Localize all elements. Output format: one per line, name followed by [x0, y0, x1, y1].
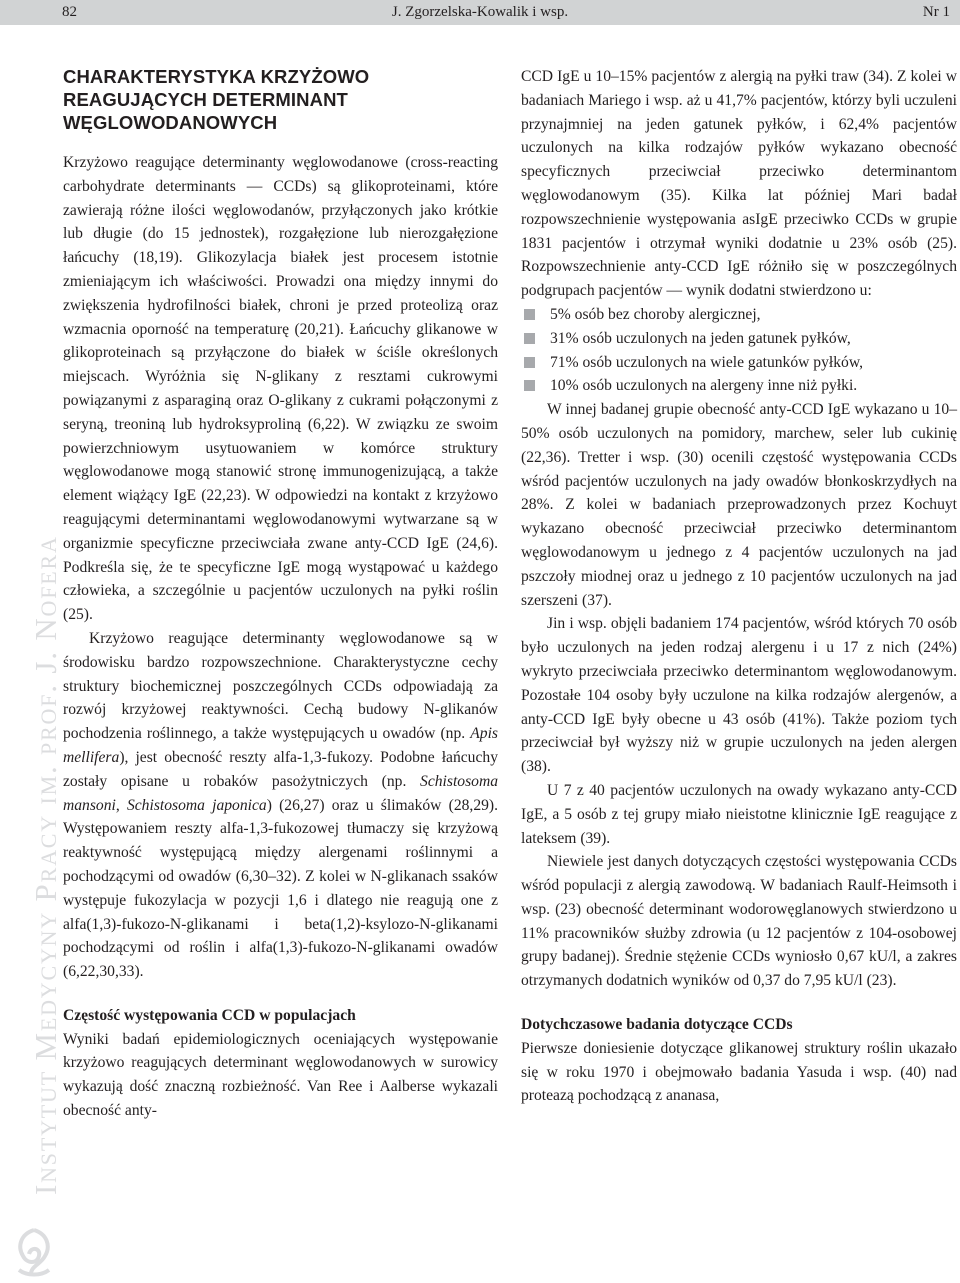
paragraph: Krzyżowo reagujące determinanty węglowodanowe są w środowisku bardzo rozpowszechnione. Charakterystyczne cechy struktury biochemicznej poszczególnych CCDs odpowiadają za rozwój krzyżowej reaktywności. Cechą budowy N-glikanów pochodzenia roślinnego, a także występujących u owadów (np. Apis mellifera), jest obecność reszty alfa-1,3-fukozy. Podobne łańcuchy zostały opisane u robaków pasożytniczych (np. Schistosoma mansoni, Schistosoma japonica) (26,27) oraz u ślimaków (28,29). Występowaniem reszty alfa-1,3-fukozowej tłumaczy się krzyżową reaktywność występującą między alergenami roślinnymi a pochodzącymi od owadów (6,30–32). Z kolei w N-glikanach ssaków występuje fukozylacja w pozycji 1,6 i dlatego nie reagują one z alfa(1,3)-fukozo-N-glikanami i beta(1,2)-ksylozo-N-glikanami pochodzącymi od roślin i alfa(1,3)-fukozo-N-glikanami owadów (6,22,30,33).	[63, 629, 499, 981]
institute-logo-icon	[9, 1224, 59, 1280]
issue-number: Nr 1	[922, 4, 950, 20]
bullet-list	[521, 303, 957, 398]
left-column	[63, 65, 498, 1123]
subsection-heading: Dotychczasowe badania dotyczące CCDs	[521, 1016, 793, 1034]
paragraph: CCD IgE u 10–15% pacjentów z alergią na pyłki traw (34). Z kolei w badaniach Mariego i wsp. aż u 41,7% pacjentów, którzy byli uczuleni przynajmniej na jeden gatunek pyłków, i 62,4% pacjentów uczulonych na kilka rodzajów pyłków wykazano obecność specyficznych przeciwciał przeciwko determinantom węglowodanowym (35). Kilka lat później Mari badał rozpowszechnienie występowania asIgE przeciwko CCDs w grupie 1831 pacjentów i otrzymał wyniki dodatnie u 23% osób (25). Rozpowszechnienie anty-CCD IgE różniło się w poszczególnych podgrupach pacjentów — wynik dodatni stwierdzono u:	[521, 68, 957, 300]
subsection-heading: Częstość występowania CCD w populacjach	[63, 1006, 356, 1024]
paragraph: Jin i wsp. objęli badaniem 174 pacjentów, wśród których 70 osób było uczulonych na jeden rodzaj alergenu i u 17 z nich (24%) wykryto przeciwciała przeciwko determinantom węglowodanowym. Pozostałe 104 osoby były uczulone na kilka rodzajów alergenów, a anty-CCD IgE były obecne u 43 osób (41%). Także poziom tych przeciwciał był wyższy niż w grupie uczulonych na jeden alergen (38).	[521, 615, 957, 776]
bullet-square-icon	[524, 333, 535, 344]
paragraph: Pierwsze doniesienie dotyczące glikanowej struktury roślin ukazało się w roku 1970 i obejmowało badania Yasuda i wsp. (40) nad proteazą pochodzącą z ananasa,	[521, 1039, 957, 1105]
bullet-square-icon	[524, 380, 535, 391]
section-title: CHARAKTERYSTYKA KRZYŻOWO REAGUJĄCYCH DETERMINANT WĘGLOWODANOWYCH	[63, 66, 370, 133]
paragraph: Niewiele jest danych dotyczących częstości występowania CCDs wśród populacji z alergią zawodową. W badaniach Raulf-Heimsoth i wsp. (23) obecność determinant wodorowęglanowych stwierdzono u 11% pracowników służby zdrowia (u 12 pacjentów z 104-osobowej grupy badanej). Średnie stężenie CCDs wyniosło 0,67 kU/l, a zakres otrzymanych dodatnich wyników od 0,37 do 7,95 kU/l (23).	[521, 853, 957, 990]
bullet-square-icon	[524, 357, 535, 368]
running-authors: J. Zgorzelska-Kowalik i wsp.	[391, 4, 569, 20]
list-item: 10% osób uczulonych na alergeny inne niż pyłki.	[521, 374, 957, 398]
list-item: 5% osób bez choroby alergicznej,	[521, 303, 957, 327]
list-item: 71% osób uczulonych na wiele gatunków pyłków,	[521, 351, 957, 375]
list-item: 31% osób uczulonych na jeden gatunek pyłków,	[521, 327, 957, 351]
paragraph: Wyniki badań epidemiologicznych oceniających występowanie krzyżowo reagujących determinant węglowodanowych w surowicy wykazują dość znaczną rozbieżność. Van Ree i Aalberse wykazali obecność anty-	[63, 1030, 498, 1120]
page-number: 82	[62, 4, 77, 20]
bullet-square-icon	[524, 309, 535, 320]
institute-watermark: Instytut Medycyny Pracy im. prof. J. Nofera	[28, 535, 63, 1195]
running-header	[0, 0, 960, 25]
paragraph: Krzyżowo reagujące determinanty węglowodanowe (cross-reacting carbohydrate determinants — CCDs) są glikoproteinami, które zawierają różne ilości węglowodanów, przyłączonych jako krótkie lub długie (do 15 jednostek), rozgałęzione lub nierozgałęzione łańcuchy (18,19). Glikozylacja białek jest procesem istotnie zmieniającym ich właściwości. Prowadzi ona między innymi do zwiększenia hydrofilności białek, chroni je przed proteolizą oraz wzmacnia oporność na temperaturę (20,21). Łańcuchy glikanowe w glikoproteinach są przyłączone do białek w ściśle określonych miejscach. Wyróżnia się N-glikany z resztami cukrowymi powiązanymi z asparaginą oraz O-glikany z cukrami połączonymi z seryną, treoniną lub hydroksyproliną (6,22). W związku ze swoim powierzchniowym usytuowaniem w komórce struktury węglowodanowe mogą stanowić stronę immunogenizującą, a także element wiążący IgE (22,23). W odpowiedzi na kontakt z krzyżowo reagującymi determinantami węglowodanowymi wytwarzane są w organizmie specyficzne przeciwciała zwane anty-CCD IgE (24,6). Podkreśla się, że te specyficzne IgE mogą wystąpować u każdego człowieka, a szczególnie u pacjentów uczulonych na pyłki roślin (25).	[63, 154, 498, 624]
paragraph: W innej badanej grupie obecność anty-CCD IgE wykazano u 10–50% osób uczulonych na pomidory, marchew, seler lub cukinię (22,36). Tretter i wsp. (30) ocenili częstość występowania CCDs wśród pacjentów uczulonych na jady owadów błonkoskrzydłych na 28%. Z kolei w badaniach przeprowadzonych przez Kochuyt wykazano obecność przeciwciał przeciwko determinantom węglowodanowym u jednego z 4 pacjentów uczulonych na jad pszczoły miodnej oraz u jednego z 10 pacjentów uczulonych na jad szerszeni (37).	[521, 401, 957, 609]
paragraph: U 7 z 40 pacjentów uczulonych na owady wykazano anty-CCD IgE, a 5 osób z tej grupy miało nieistotne klinicznie IgE reagujące z lateksem (39).	[521, 781, 957, 847]
right-column	[521, 65, 957, 1108]
